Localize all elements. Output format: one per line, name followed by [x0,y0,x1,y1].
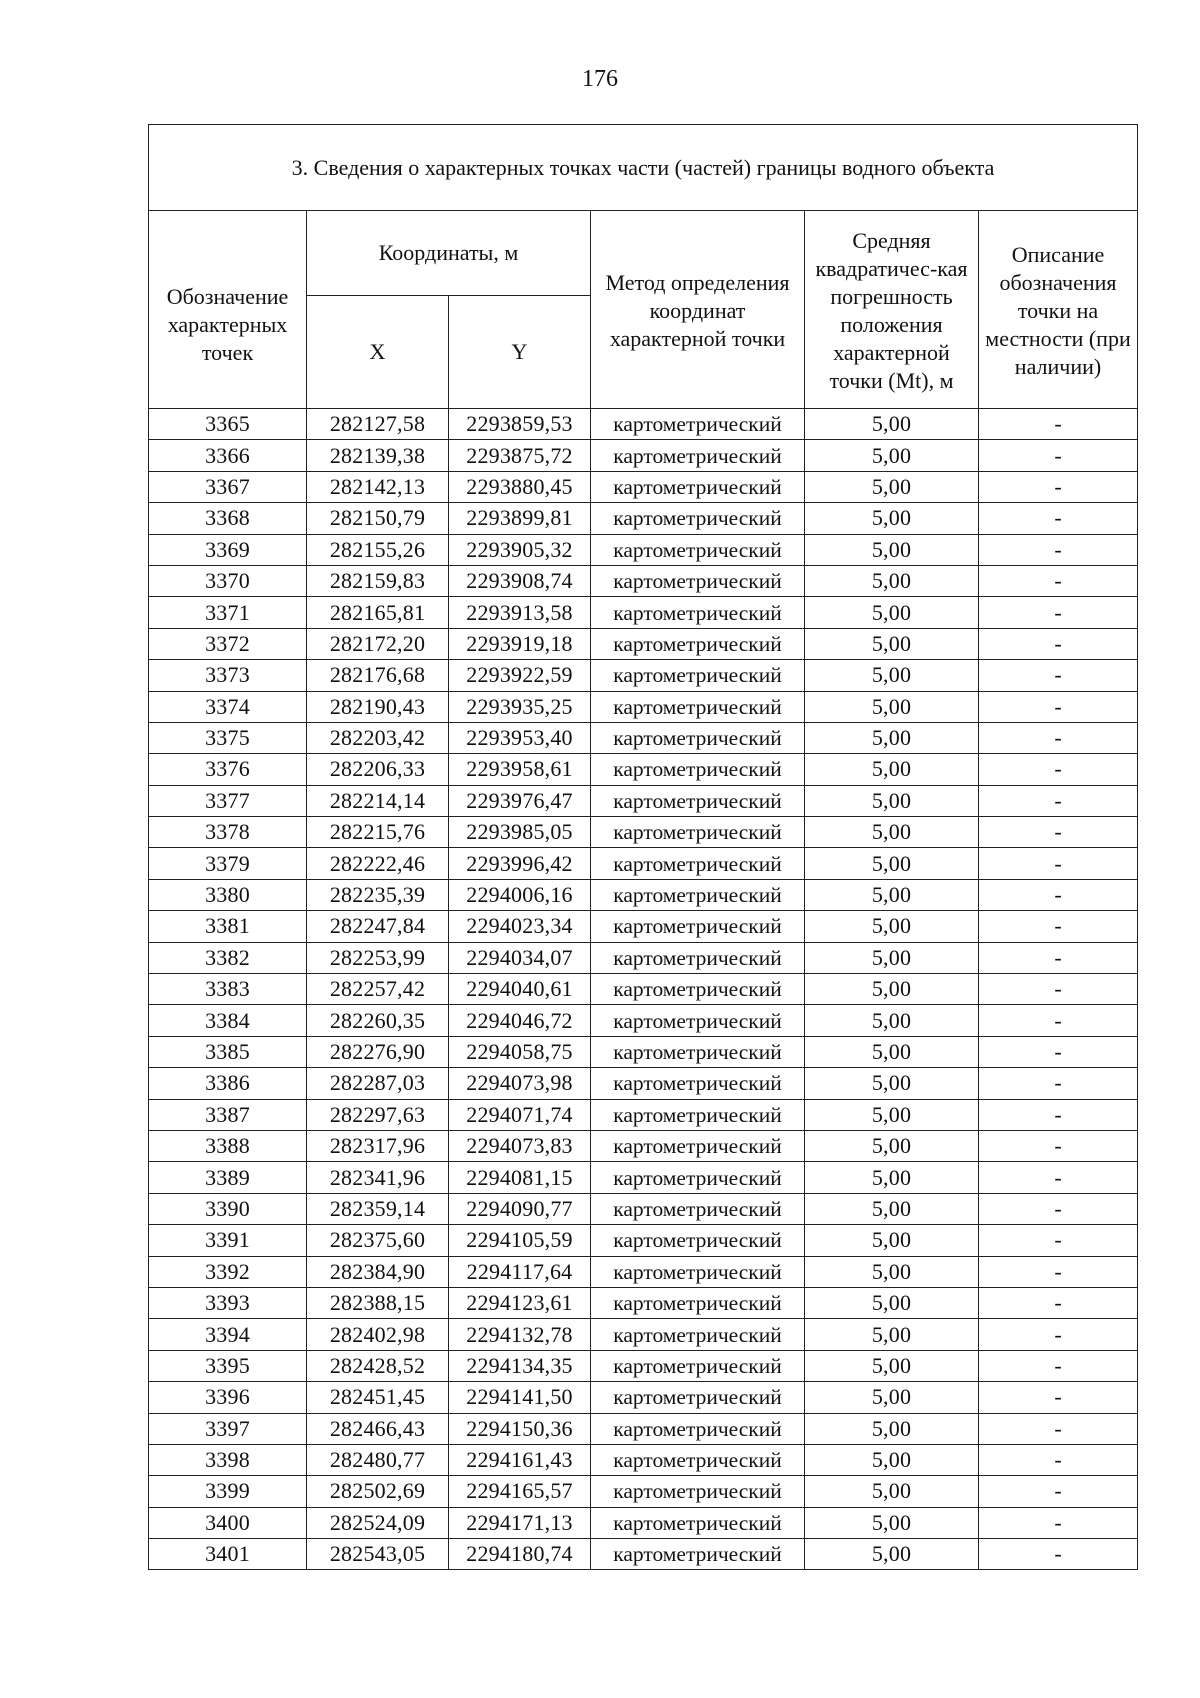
point-id-cell: 3366 [149,440,307,471]
description-cell: - [979,722,1138,753]
page-number: 176 [582,66,618,92]
point-id-cell: 3367 [149,471,307,502]
method-cell: картометрический [591,1130,805,1161]
method-cell: картометрический [591,440,805,471]
point-id-cell: 3379 [149,848,307,879]
method-cell: картометрический [591,597,805,628]
table-row [149,409,1138,440]
table-row [149,817,1138,848]
description-cell: - [979,1193,1138,1224]
description-cell: - [979,1068,1138,1099]
method-cell: картометрический [591,942,805,973]
description-cell: - [979,503,1138,534]
y-coordinate-cell: 2294171,13 [449,1507,591,1538]
y-coordinate-cell: 2293996,42 [449,848,591,879]
table-row [149,597,1138,628]
table-body [149,409,1138,1570]
method-cell: картометрический [591,628,805,659]
method-cell: картометрический [591,1507,805,1538]
accuracy-cell: 5,00 [805,1130,979,1161]
y-coordinate-cell: 2294180,74 [449,1539,591,1570]
description-cell: - [979,1382,1138,1413]
table-row [149,942,1138,973]
accuracy-cell: 5,00 [805,974,979,1005]
point-id-cell: 3373 [149,660,307,691]
table-row [149,722,1138,753]
description-cell: - [979,1507,1138,1538]
y-coordinate-cell: 2293919,18 [449,628,591,659]
table-row [149,1413,1138,1444]
table-row [149,1444,1138,1475]
method-cell: картометрический [591,1068,805,1099]
description-cell: - [979,974,1138,1005]
y-coordinate-cell: 2294006,16 [449,879,591,910]
description-cell: - [979,817,1138,848]
accuracy-cell: 5,00 [805,1193,979,1224]
x-coordinate-cell: 282341,96 [307,1162,449,1193]
table-row [149,1476,1138,1507]
point-id-cell: 3382 [149,942,307,973]
y-coordinate-cell: 2294134,35 [449,1350,591,1381]
table-row [149,1036,1138,1067]
accuracy-cell: 5,00 [805,409,979,440]
table-row [149,503,1138,534]
y-coordinate-cell: 2294161,43 [449,1444,591,1475]
accuracy-cell: 5,00 [805,1068,979,1099]
point-id-cell: 3374 [149,691,307,722]
description-cell: - [979,911,1138,942]
description-cell: - [979,409,1138,440]
point-id-cell: 3377 [149,785,307,816]
y-coordinate-cell: 2293899,81 [449,503,591,534]
y-coordinate-cell: 2294141,50 [449,1382,591,1413]
accuracy-cell: 5,00 [805,1099,979,1130]
method-cell: картометрический [591,1539,805,1570]
x-coordinate-cell: 282139,38 [307,440,449,471]
accuracy-cell: 5,00 [805,1036,979,1067]
description-cell: - [979,1162,1138,1193]
header-description: Описание обозначения точки на местности (при наличии) [979,211,1138,409]
point-id-cell: 3376 [149,754,307,785]
point-id-cell: 3375 [149,722,307,753]
point-id-cell: 3381 [149,911,307,942]
method-cell: картометрический [591,1099,805,1130]
description-cell: - [979,1350,1138,1381]
x-coordinate-cell: 282155,26 [307,534,449,565]
description-cell: - [979,565,1138,596]
x-coordinate-cell: 282480,77 [307,1444,449,1475]
description-cell: - [979,1287,1138,1318]
table-row [149,1507,1138,1538]
accuracy-cell: 5,00 [805,879,979,910]
point-id-cell: 3371 [149,597,307,628]
method-cell: картометрический [591,848,805,879]
y-coordinate-cell: 2294046,72 [449,1005,591,1036]
method-cell: картометрический [591,565,805,596]
y-coordinate-cell: 2293859,53 [449,409,591,440]
point-id-cell: 3387 [149,1099,307,1130]
point-id-cell: 3389 [149,1162,307,1193]
point-id-cell: 3384 [149,1005,307,1036]
point-id-cell: 3388 [149,1130,307,1161]
table-row [149,1319,1138,1350]
table-row [149,974,1138,1005]
accuracy-cell: 5,00 [805,503,979,534]
method-cell: картометрический [591,722,805,753]
accuracy-cell: 5,00 [805,1005,979,1036]
method-cell: картометрический [591,471,805,502]
method-cell: картометрический [591,817,805,848]
x-coordinate-cell: 282127,58 [307,409,449,440]
table-row [149,534,1138,565]
description-cell: - [979,879,1138,910]
table-row [149,1099,1138,1130]
method-cell: картометрический [591,1413,805,1444]
method-cell: картометрический [591,660,805,691]
description-cell: - [979,1036,1138,1067]
boundary-points-table [148,124,1138,1570]
accuracy-cell: 5,00 [805,848,979,879]
accuracy-cell: 5,00 [805,597,979,628]
method-cell: картометрический [591,1036,805,1067]
header-method: Метод определения координат характерной точки [591,211,805,409]
point-id-cell: 3391 [149,1225,307,1256]
y-coordinate-cell: 2293976,47 [449,785,591,816]
x-coordinate-cell: 282150,79 [307,503,449,534]
x-coordinate-cell: 282384,90 [307,1256,449,1287]
method-cell: картометрический [591,1444,805,1475]
y-coordinate-cell: 2294081,15 [449,1162,591,1193]
x-coordinate-cell: 282524,09 [307,1507,449,1538]
x-coordinate-cell: 282359,14 [307,1193,449,1224]
description-cell: - [979,1225,1138,1256]
y-coordinate-cell: 2294040,61 [449,974,591,1005]
method-cell: картометрический [591,1225,805,1256]
table-row [149,1225,1138,1256]
table-row [149,1068,1138,1099]
accuracy-cell: 5,00 [805,1287,979,1318]
header-x: X [307,296,449,409]
point-id-cell: 3400 [149,1507,307,1538]
x-coordinate-cell: 282176,68 [307,660,449,691]
description-cell: - [979,660,1138,691]
table-row [149,691,1138,722]
point-id-cell: 3370 [149,565,307,596]
y-coordinate-cell: 2294105,59 [449,1225,591,1256]
y-coordinate-cell: 2293880,45 [449,471,591,502]
point-id-cell: 3398 [149,1444,307,1475]
description-cell: - [979,785,1138,816]
x-coordinate-cell: 282235,39 [307,879,449,910]
method-cell: картометрический [591,1319,805,1350]
description-cell: - [979,534,1138,565]
accuracy-cell: 5,00 [805,628,979,659]
point-id-cell: 3365 [149,409,307,440]
table-row [149,879,1138,910]
accuracy-cell: 5,00 [805,1256,979,1287]
x-coordinate-cell: 282260,35 [307,1005,449,1036]
description-cell: - [979,1413,1138,1444]
point-id-cell: 3378 [149,817,307,848]
description-cell: - [979,1444,1138,1475]
point-id-cell: 3383 [149,974,307,1005]
x-coordinate-cell: 282375,60 [307,1225,449,1256]
y-coordinate-cell: 2293913,58 [449,597,591,628]
x-coordinate-cell: 282276,90 [307,1036,449,1067]
point-id-cell: 3395 [149,1350,307,1381]
accuracy-cell: 5,00 [805,471,979,502]
table-row [149,1539,1138,1570]
method-cell: картометрический [591,691,805,722]
description-cell: - [979,471,1138,502]
y-coordinate-cell: 2294071,74 [449,1099,591,1130]
x-coordinate-cell: 282466,43 [307,1413,449,1444]
table-caption: 3. Сведения о характерных точках части (частей) границы водного объекта [149,125,1138,211]
method-cell: картометрический [591,785,805,816]
table-row [149,1256,1138,1287]
description-cell: - [979,1539,1138,1570]
x-coordinate-cell: 282159,83 [307,565,449,596]
table-row [149,1350,1138,1381]
description-cell: - [979,691,1138,722]
point-id-cell: 3386 [149,1068,307,1099]
table-row [149,628,1138,659]
table-row [149,848,1138,879]
x-coordinate-cell: 282388,15 [307,1287,449,1318]
point-id-cell: 3394 [149,1319,307,1350]
x-coordinate-cell: 282206,33 [307,754,449,785]
y-coordinate-cell: 2294150,36 [449,1413,591,1444]
description-cell: - [979,1099,1138,1130]
x-coordinate-cell: 282253,99 [307,942,449,973]
method-cell: картометрический [591,1350,805,1381]
x-coordinate-cell: 282214,14 [307,785,449,816]
accuracy-cell: 5,00 [805,942,979,973]
x-coordinate-cell: 282543,05 [307,1539,449,1570]
x-coordinate-cell: 282190,43 [307,691,449,722]
table-row [149,1130,1138,1161]
method-cell: картометрический [591,879,805,910]
x-coordinate-cell: 282215,76 [307,817,449,848]
x-coordinate-cell: 282287,03 [307,1068,449,1099]
table-row [149,1193,1138,1224]
accuracy-cell: 5,00 [805,1539,979,1570]
description-cell: - [979,942,1138,973]
accuracy-cell: 5,00 [805,1382,979,1413]
point-id-cell: 3369 [149,534,307,565]
x-coordinate-cell: 282165,81 [307,597,449,628]
accuracy-cell: 5,00 [805,1444,979,1475]
accuracy-cell: 5,00 [805,691,979,722]
accuracy-cell: 5,00 [805,1507,979,1538]
x-coordinate-cell: 282402,98 [307,1319,449,1350]
point-id-cell: 3385 [149,1036,307,1067]
table-row [149,911,1138,942]
method-cell: картометрический [591,1162,805,1193]
y-coordinate-cell: 2294123,61 [449,1287,591,1318]
accuracy-cell: 5,00 [805,1476,979,1507]
y-coordinate-cell: 2293875,72 [449,440,591,471]
table-row [149,785,1138,816]
method-cell: картометрический [591,1005,805,1036]
accuracy-cell: 5,00 [805,754,979,785]
x-coordinate-cell: 282172,20 [307,628,449,659]
y-coordinate-cell: 2293935,25 [449,691,591,722]
y-coordinate-cell: 2294073,98 [449,1068,591,1099]
y-coordinate-cell: 2294090,77 [449,1193,591,1224]
table-row [149,754,1138,785]
description-cell: - [979,1256,1138,1287]
y-coordinate-cell: 2293908,74 [449,565,591,596]
accuracy-cell: 5,00 [805,785,979,816]
y-coordinate-cell: 2293922,59 [449,660,591,691]
method-cell: картометрический [591,911,805,942]
x-coordinate-cell: 282428,52 [307,1350,449,1381]
accuracy-cell: 5,00 [805,911,979,942]
description-cell: - [979,1130,1138,1161]
y-coordinate-cell: 2293953,40 [449,722,591,753]
header-y: Y [449,296,591,409]
description-cell: - [979,754,1138,785]
x-coordinate-cell: 282247,84 [307,911,449,942]
method-cell: картометрический [591,1382,805,1413]
accuracy-cell: 5,00 [805,565,979,596]
point-id-cell: 3397 [149,1413,307,1444]
accuracy-cell: 5,00 [805,1350,979,1381]
method-cell: картометрический [591,754,805,785]
table-row [149,1005,1138,1036]
description-cell: - [979,1476,1138,1507]
header-accuracy: Средняя квадратичес-кая погрешность положения характерной точки (Mt), м [805,211,979,409]
y-coordinate-cell: 2294034,07 [449,942,591,973]
point-id-cell: 3393 [149,1287,307,1318]
x-coordinate-cell: 282203,42 [307,722,449,753]
accuracy-cell: 5,00 [805,1225,979,1256]
accuracy-cell: 5,00 [805,1319,979,1350]
table-row [149,660,1138,691]
accuracy-cell: 5,00 [805,722,979,753]
description-cell: - [979,1005,1138,1036]
point-id-cell: 3399 [149,1476,307,1507]
point-id-cell: 3368 [149,503,307,534]
y-coordinate-cell: 2294117,64 [449,1256,591,1287]
point-id-cell: 3401 [149,1539,307,1570]
method-cell: картометрический [591,409,805,440]
point-id-cell: 3392 [149,1256,307,1287]
method-cell: картометрический [591,534,805,565]
y-coordinate-cell: 2293958,61 [449,754,591,785]
point-id-cell: 3372 [149,628,307,659]
method-cell: картометрический [591,503,805,534]
y-coordinate-cell: 2293905,32 [449,534,591,565]
point-id-cell: 3396 [149,1382,307,1413]
accuracy-cell: 5,00 [805,1413,979,1444]
method-cell: картометрический [591,974,805,1005]
method-cell: картометрический [591,1193,805,1224]
x-coordinate-cell: 282317,96 [307,1130,449,1161]
x-coordinate-cell: 282451,45 [307,1382,449,1413]
accuracy-cell: 5,00 [805,440,979,471]
header-point-designation: Обозначение характерных точек [149,211,307,409]
table-row [149,1287,1138,1318]
x-coordinate-cell: 282297,63 [307,1099,449,1130]
x-coordinate-cell: 282222,46 [307,848,449,879]
x-coordinate-cell: 282257,42 [307,974,449,1005]
point-id-cell: 3390 [149,1193,307,1224]
header-coordinates: Координаты, м [307,211,591,296]
description-cell: - [979,848,1138,879]
table-header [149,125,1138,409]
table-row [149,471,1138,502]
table-row [149,1162,1138,1193]
accuracy-cell: 5,00 [805,817,979,848]
y-coordinate-cell: 2294023,34 [449,911,591,942]
description-cell: - [979,628,1138,659]
description-cell: - [979,1319,1138,1350]
y-coordinate-cell: 2293985,05 [449,817,591,848]
method-cell: картометрический [591,1287,805,1318]
accuracy-cell: 5,00 [805,660,979,691]
y-coordinate-cell: 2294058,75 [449,1036,591,1067]
y-coordinate-cell: 2294132,78 [449,1319,591,1350]
x-coordinate-cell: 282502,69 [307,1476,449,1507]
method-cell: картометрический [591,1476,805,1507]
description-cell: - [979,440,1138,471]
x-coordinate-cell: 282142,13 [307,471,449,502]
table-row [149,565,1138,596]
accuracy-cell: 5,00 [805,534,979,565]
table-row [149,1382,1138,1413]
method-cell: картометрический [591,1256,805,1287]
accuracy-cell: 5,00 [805,1162,979,1193]
y-coordinate-cell: 2294073,83 [449,1130,591,1161]
description-cell: - [979,597,1138,628]
y-coordinate-cell: 2294165,57 [449,1476,591,1507]
table-row [149,440,1138,471]
point-id-cell: 3380 [149,879,307,910]
